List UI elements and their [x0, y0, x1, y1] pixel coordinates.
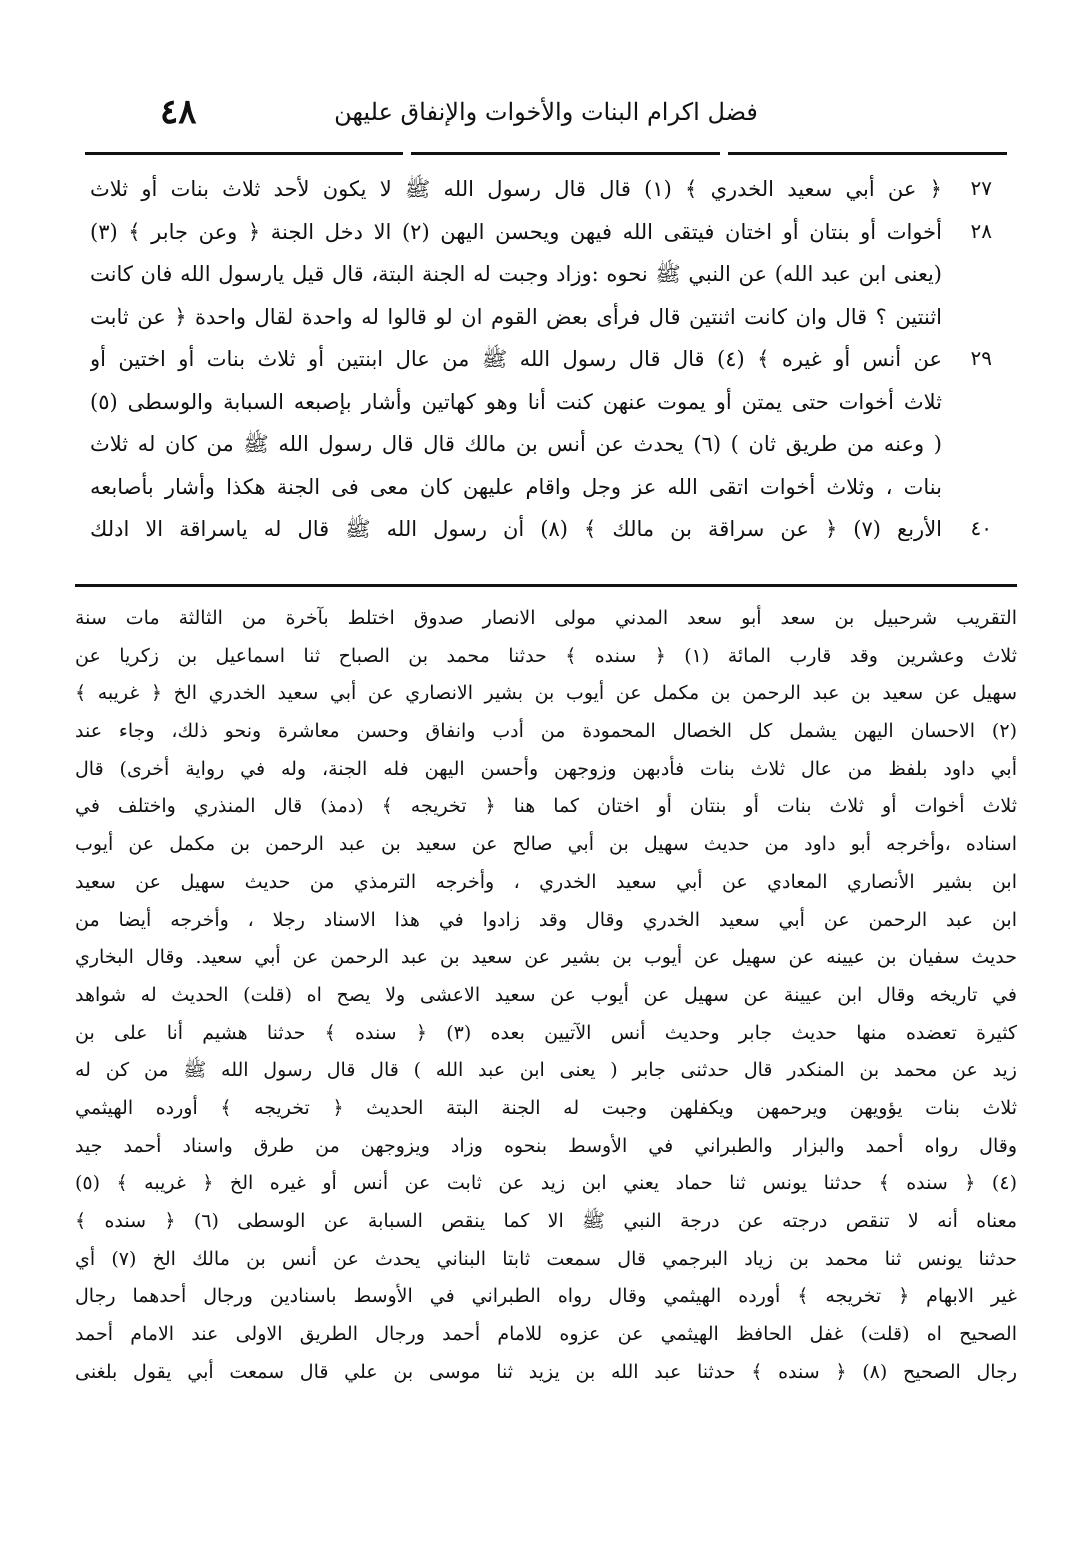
footnote-line: ثلاث وعشرين وقد قارب المائة (١) ﴿ سنده ﴾ حدثنا محمد بن الصباح ثنا اسماعيل بن زكريا عن — [75, 644, 1017, 667]
hadith-number: ٤٠ — [970, 516, 992, 540]
footnote-line: سهيل عن سعيد بن عبد الرحمن بن مكمل عن أيوب بن بشير الانصاري عن أبي سعيد الخدري الخ ﴿ غريبه ﴾ — [75, 682, 1017, 705]
footnotes — [75, 600, 1017, 1391]
footnote-line: كثيرة تعضده منها حديث جابر وحديث أنس الآتيين بعده (٣) ﴿ سنده ﴾ حدثنا هشيم أنا على بن — [75, 1021, 1017, 1044]
hadith-number: ٢٨ — [970, 218, 992, 243]
rule-gap — [403, 151, 411, 157]
body-line: الأربع (٧) ﴿ عن سراقة بن مالك ﴾ (٨) أن رسول الله ﷺ قال له ياسراقة الا ادلك — [90, 517, 942, 541]
footnote-line: غير الابهام ﴿ تخريجه ﴾ أورده الهيثمي وقال رواه الطبراني في الأوسط باسنادين ورجال أحدهما رجال — [75, 1285, 1017, 1308]
body-line: بنات ، وثلاث أخوات اتقى الله عز وجل واقام عليهن كان معى فى الجنة هكذا وأشار بأصابعه — [90, 474, 942, 499]
footnote-line: الصحيح اه (قلت) غفل الحافظ الهيثمي عن عزوه للامام أحمد ورجال الطريق الاولى عند الامام أحمد — [75, 1323, 1017, 1346]
footnote-line: أبي داود بلفظ من عال ثلاث بنات فأدبهن وزوجهن وأحسن اليهن فله الجنة، وله في رواية أخرى) قال — [75, 757, 1017, 780]
body-line: ( وعنه من طريق ثان ) (٦) يحدث عن أنس بن مالك قال قال رسول الله ﷺ من كان له ثلاث — [90, 432, 942, 456]
footnote-line: ابن بشير الأنصاري المعادي عن أبي سعيد الخدري ، وأخرجه الترمذي من حديث سهيل عن سعيد — [75, 870, 1017, 893]
footnote-line: في تاريخه وقال ابن عيينة عن سهيل عن أيوب عن سعيد الاعشى ولا يصح اه (قلت) الحديث له شواهد — [75, 983, 1017, 1006]
main-text — [90, 168, 942, 551]
body-line: اثنتين ؟ قال وان كانت اثنتين قال فرأى بعض القوم ان لو قالوا له واحدة لقال واحدة ﴿ عن ثابت — [90, 304, 942, 329]
footnote-rule — [75, 584, 1017, 587]
page-number: ٤٨ — [160, 92, 197, 132]
footnote-line: حدثنا يونس ثنا محمد بن زياد البرجمي قال سمعت ثابتا البناني يحدث عن أنس بن مالك الخ (٧) أي — [75, 1247, 1017, 1270]
body-line: ﴿ عن أبي سعيد الخدري ﴾ (١) قال قال رسول الله ﷺ لا يكون لأحد ثلاث بنات أو ثلاث — [90, 177, 942, 201]
body-line: ثلاث أخوات حتى يمتن أو يموت عنهن كنت أنا وهو كهاتين وأشار بإصبعه السبابة والوسطى (٥) — [90, 389, 942, 414]
footnote-line: اسناده ،وأخرجه أبو داود من حديث سهيل بن أبي صالح عن سعيد بن عبد الرحمن بن مكمل عن أيوب — [75, 833, 1017, 856]
hadith-number: ٢٩ — [970, 346, 992, 370]
footnote-line: ثلاث أخوات أو ثلاث بنات أو بنتان أو اختان كما هنا ﴿ تخريجه ﴾ (دمذ) قال المنذري واختلف في — [75, 795, 1017, 818]
footnote-line: التقريب شرحبيل بن سعد أبو سعد المدني مولى الانصار صدوق اختلط بآخرة من الثالثة مات سنة — [75, 607, 1017, 629]
page-header — [60, 92, 1032, 152]
hadith-number: ٢٧ — [970, 176, 992, 200]
rule-gap — [720, 151, 728, 157]
running-title: فضل اكرام البنات والأخوات والإنفاق عليهن — [334, 98, 758, 126]
body-line: أخوات أو بنتان أو اختان فيتقى الله فيهن ويحسن اليهن (٢) الا دخل الجنة ﴿ وعن جابر ﴾ (٣) — [90, 219, 942, 244]
footnote-line: زيد عن محمد بن المنكدر قال حدثنى جابر ( يعنى ابن عبد الله ) قال قال رسول الله ﷺ من كن له — [75, 1059, 1017, 1082]
footnote-line: رجال الصحيح (٨) ﴿ سنده ﴾ حدثنا عبد الله بن يزيد ثنا موسى بن علي قال سمعت أبي يقول بلغنى — [75, 1360, 1017, 1383]
body-line: عن أنس أو غيره ﴾ (٤) قال قال رسول الله ﷺ من عال ابنتين أو ثلاث بنات أو اختين أو — [90, 347, 942, 371]
footnote-line: (٢) الاحسان اليهن يشمل كل الخصال المحمودة من أدب وانفاق وحسن معاشرة ونحو ذلك، وجاء عند — [75, 720, 1017, 743]
footnote-line: ابن عبد الرحمن عن أبي سعيد الخدري وقال وقد زادوا في هذا الاسناد رجلا ، وأخرجه أيضا من — [75, 908, 1017, 931]
footnote-line: وقال رواه أحمد والبزار والطبراني في الأوسط بنحوه وزاد ويزوجهن من طرق واسناد أحمد جيد — [75, 1134, 1017, 1157]
body-line: (يعنى ابن عبد الله) عن النبي ﷺ نحوه :وزاد وجبت له الجنة البتة، قال قيل يارسول الله فان كانت — [90, 262, 942, 286]
footnote-line: حديث سفيان بن عيينه عن سهيل عن أيوب بن بشير عن سعيد بن عبد الرحمن عن أبي سعيد. وقال البخاري — [75, 946, 1017, 969]
footnote-line: (٤) ﴿ سنده ﴾ حدثنا يونس ثنا حماد يعني ابن زيد عن ثابت عن أنس أو غيره الخ ﴿ غريبه ﴾ (٥) — [75, 1172, 1017, 1195]
header-rule — [85, 152, 1007, 155]
footnote-line: معناه أنه لا تنقص درجته عن درجة النبي ﷺ الا كما ينقص السبابة عن الوسطى (٦) ﴿ سنده ﴾ — [75, 1210, 1017, 1232]
footnote-line: ثلاث بنات يؤويهن ويرحمهن ويكفلهن وجبت له الجنة البتة الحديث ﴿ تخريجه ﴾ أورده الهيثمي — [75, 1096, 1017, 1119]
